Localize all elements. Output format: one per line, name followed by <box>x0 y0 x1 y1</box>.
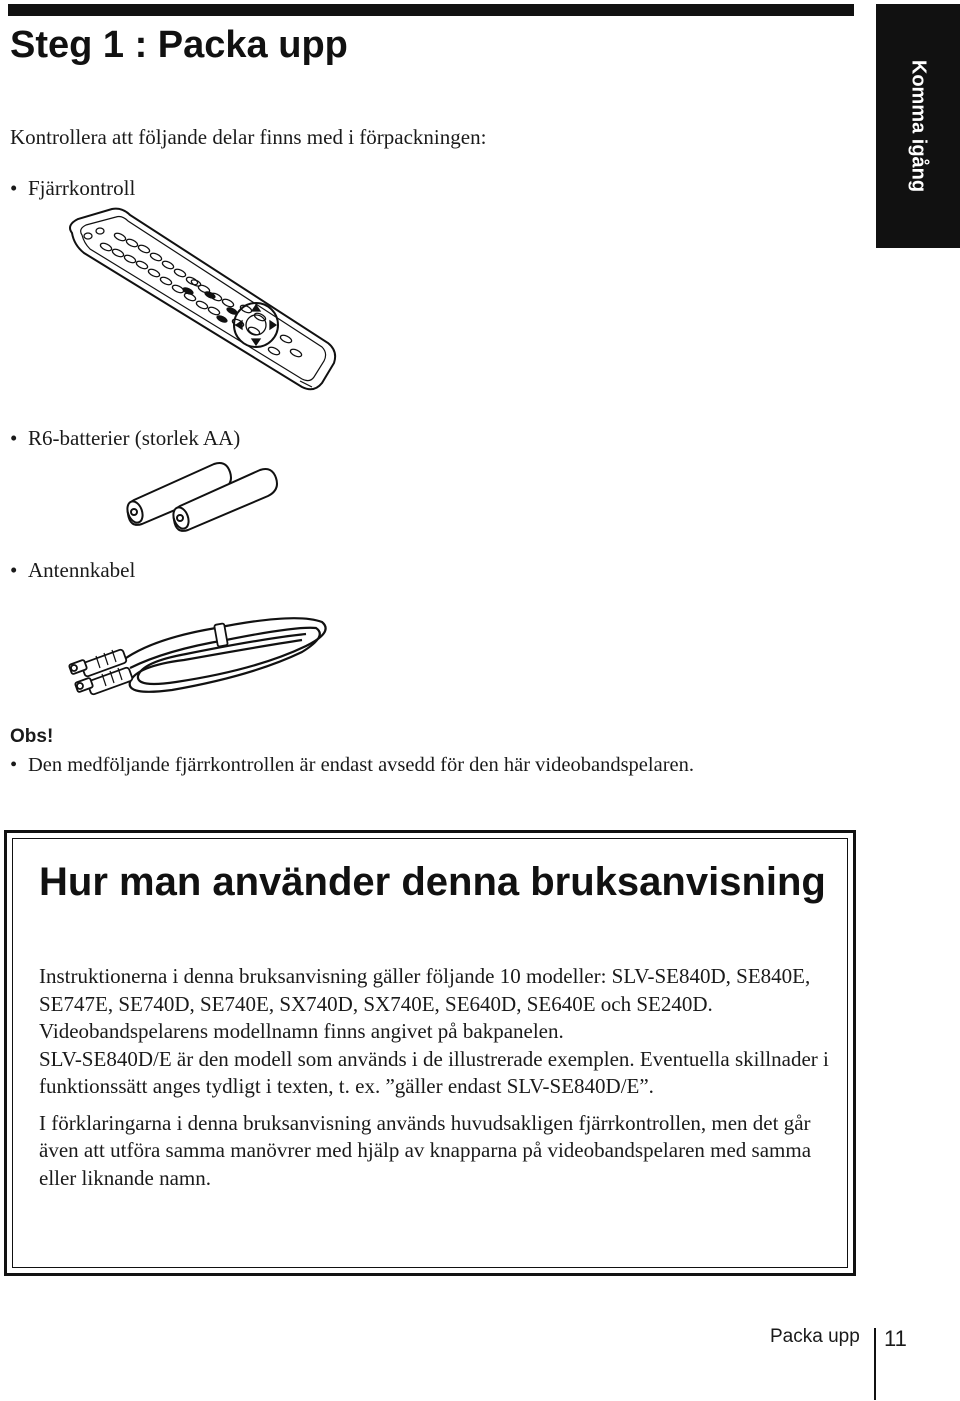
list-item-label: Antennkabel <box>28 558 136 582</box>
list-item-antenna-cable <box>10 555 135 585</box>
list-item-label: R6-batterier (storlek AA) <box>28 426 241 450</box>
info-box-body <box>39 963 829 1192</box>
section-tab-label: Komma igång <box>907 59 930 193</box>
page-number: 11 <box>884 1326 907 1351</box>
section-tab <box>876 4 960 248</box>
remote-control-illustration <box>60 205 350 405</box>
info-box-title: Hur man använder denna bruksanvisning <box>39 860 826 904</box>
info-box <box>4 830 856 1276</box>
note-heading: Obs! <box>10 726 54 747</box>
bullet-marker: • <box>10 176 18 200</box>
batteries-illustration <box>122 458 282 533</box>
list-item-label: Fjärrkontroll <box>28 176 136 200</box>
bullet-marker: • <box>10 426 18 450</box>
list-item-remote <box>10 173 135 203</box>
list-item-batteries <box>10 423 240 453</box>
info-paragraph-remote: I förklaringarna i denna bruksanvisning används huvudsakligen fjärrkontrollen, men det går även att utföra samma manövrer med hjälp av knapparna på videobandspelaren med samma eller liknande namn. <box>39 1110 812 1190</box>
header-rule <box>8 4 854 16</box>
intro-text: Kontrollera att följande delar finns med i förpackningen: <box>10 125 487 149</box>
footer-section-label: Packa upp <box>770 1326 860 1347</box>
bullet-marker: • <box>10 754 18 776</box>
note-text: Den medföljande fjärrkontrollen är endast avsedd för den här videobandspelaren. <box>28 754 694 776</box>
footer-divider <box>874 1328 876 1400</box>
note-item <box>10 750 694 780</box>
info-paragraph-models: Instruktionerna i denna bruksanvisning gäller följande 10 modeller: SLV-SE840D, SE840E, SE747E, SE740D, SE740E, SX740D, SX740E, SE640D, SE640E och SE240D. Videobandspelarens modellnamn finns angivet på bakpanelen. SLV-SE840D/E är den modell som används i de illustrerade exemplen. Eventuella skillnader i funktionssätt anges tydligt i texten, t. ex. ”gäller endast SLV-SE840D/E”. <box>39 964 829 1098</box>
bullet-marker: • <box>10 558 18 582</box>
antenna-cable-illustration <box>66 598 336 708</box>
page-title: Steg 1 : Packa upp <box>10 24 348 66</box>
